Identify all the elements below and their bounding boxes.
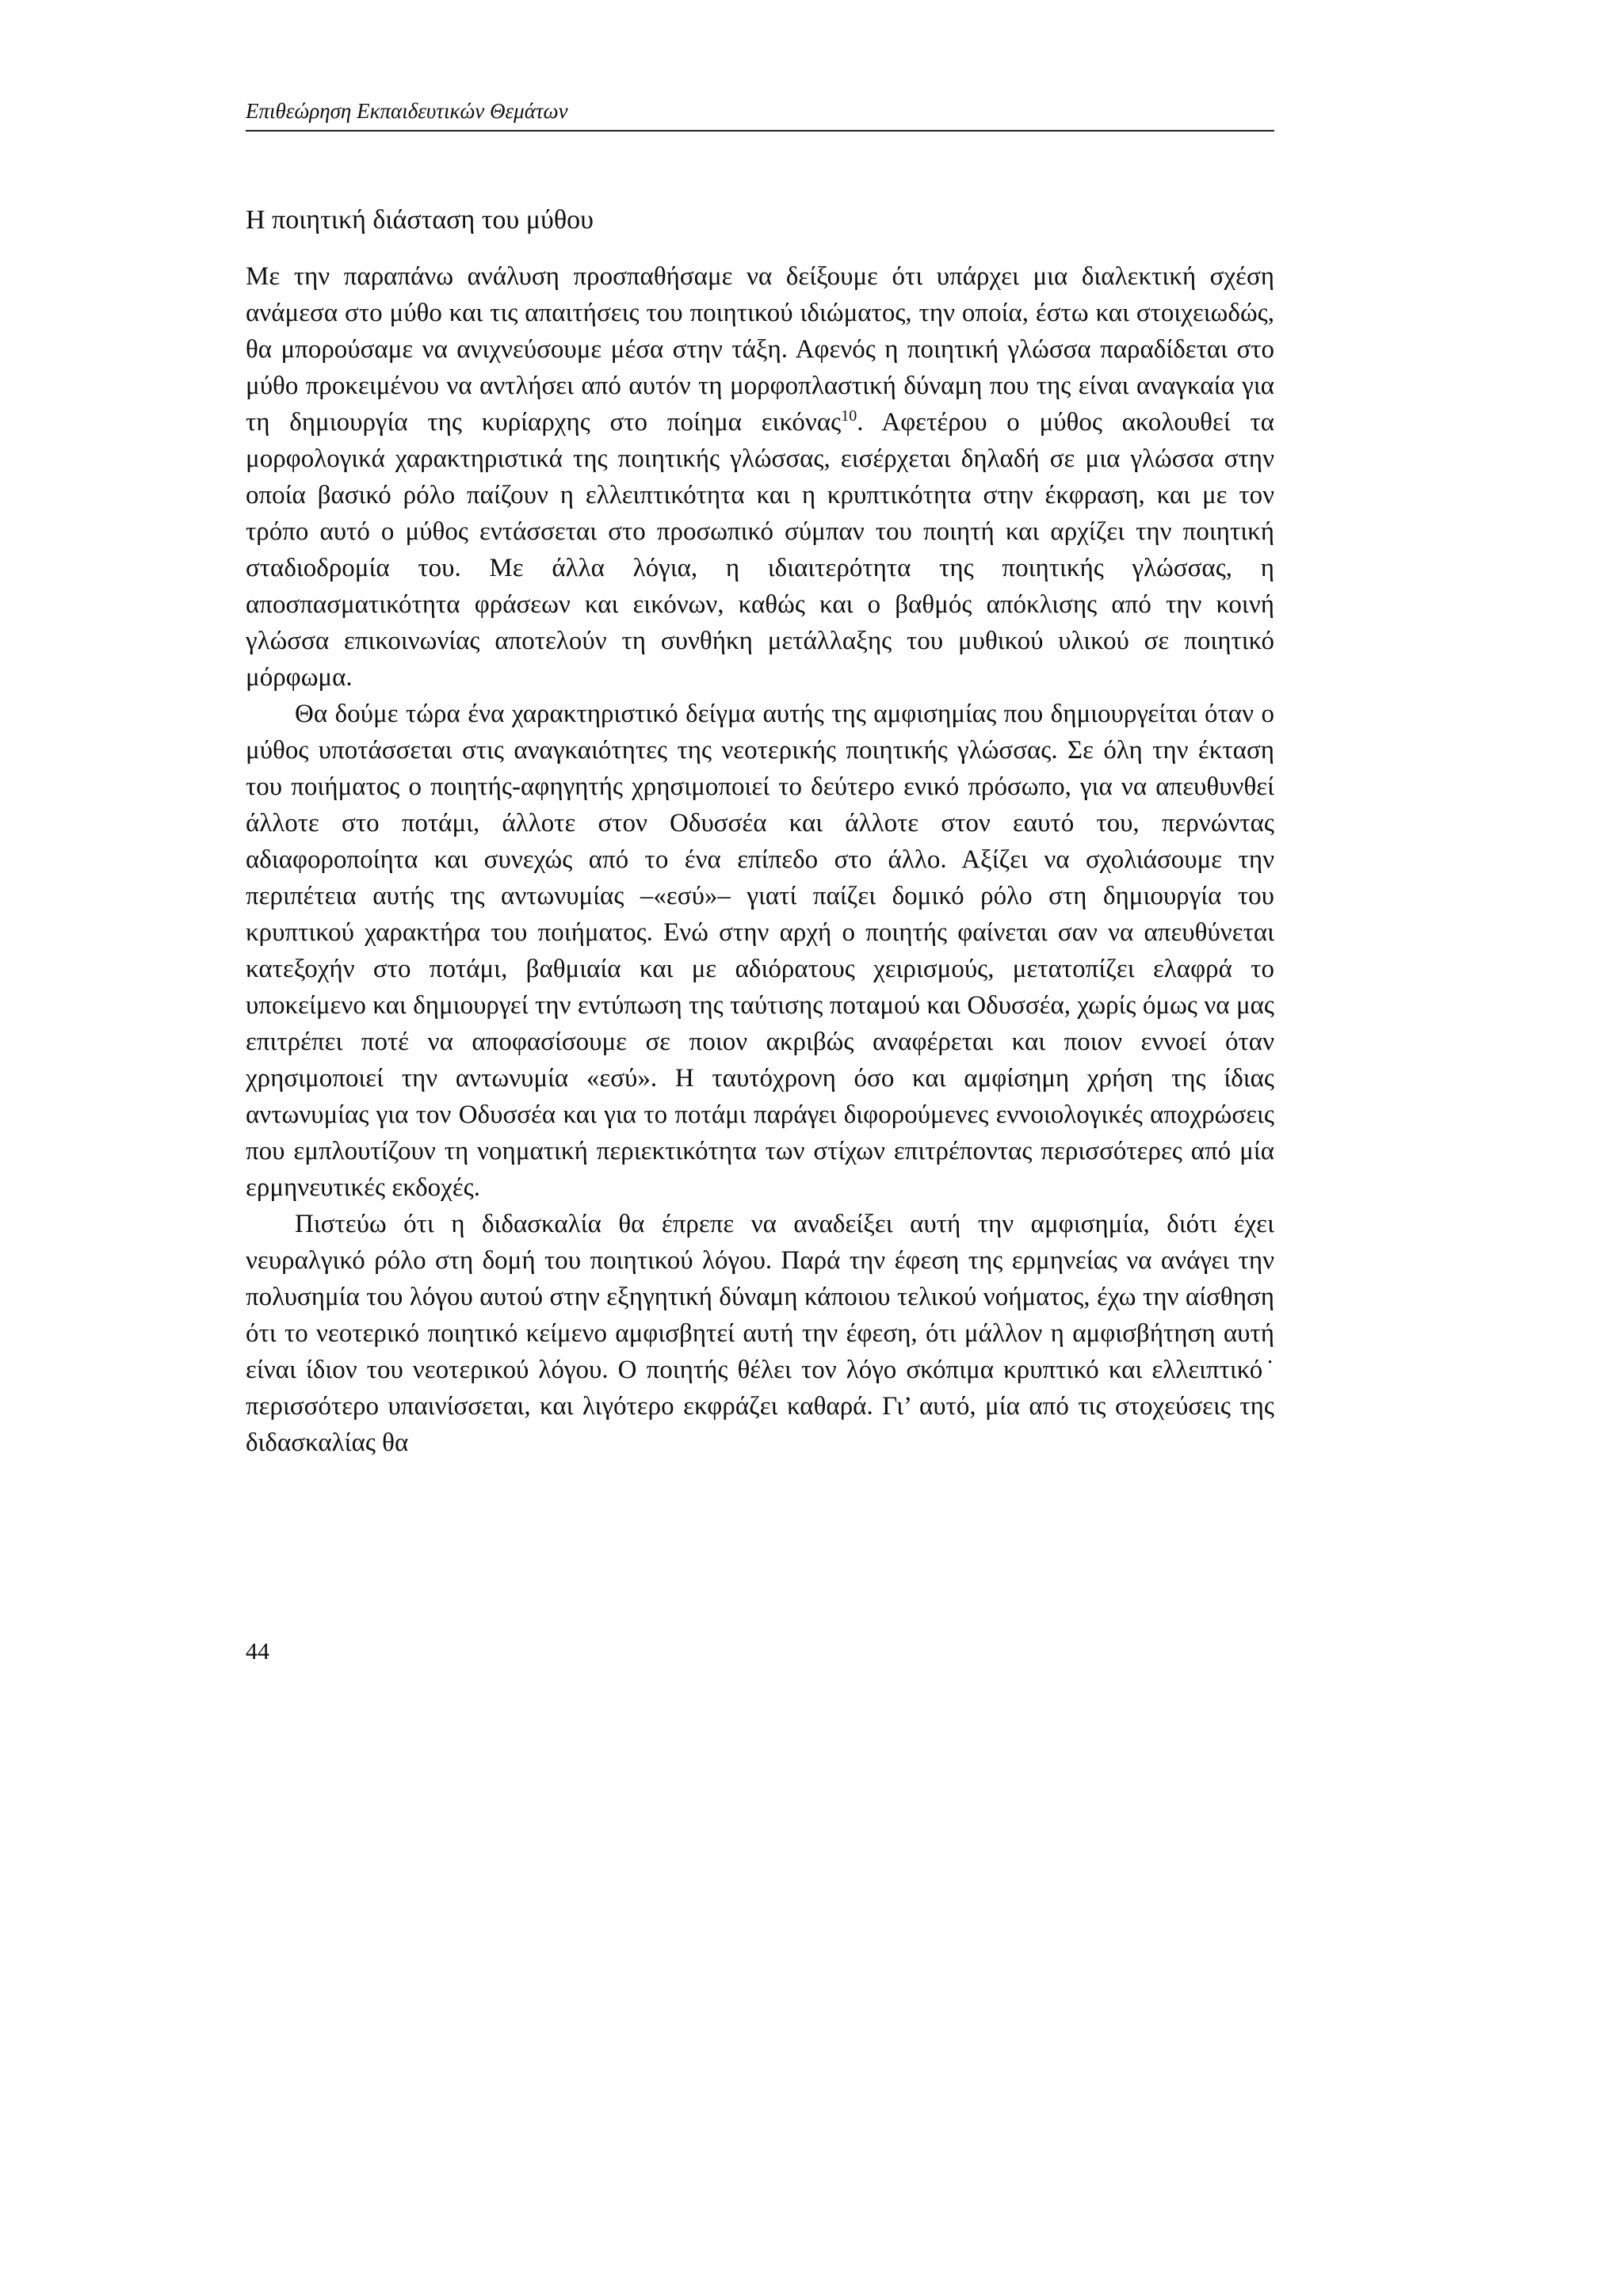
- paragraph-1: [246, 258, 1274, 696]
- section-heading: Η ποιητική διάσταση του μύθου: [246, 205, 594, 235]
- running-header: Επιθεώρηση Εκπαιδευτικών Θεμάτων: [246, 97, 1274, 132]
- page-number: 44: [246, 1638, 269, 1665]
- body-text: [246, 258, 1274, 1461]
- footnote-reference: 10: [841, 407, 857, 425]
- paragraph-3: Πιστεύω ότι η διδασκαλία θα έπρεπε να αναδείξει αυτή την αμφισημία, διότι έχει νευραλγικό ρόλο στη δομή του ποιητικού λόγου. Παρά την έφεση της ερμηνείας να ανάγει την πολυσημία του λόγου αυτού στην εξηγητική δύναμη κάποιου τελικού νοήματος, έχω την αίσθηση ότι το νεοτερικό ποιητικό κείμενο αμφισβητεί αυτή την έφεση, ότι μάλλον η αμφισβήτηση αυτή είναι ίδιον του νεοτερικού λόγου. Ο ποιητής θέλει τον λόγο σκόπιμα κρυπτικό και ελλειπτικό˙ περισσότερο υπαινίσσεται, και λιγότερο εκφράζει καθαρά. Γι’ αυτό, μία από τις στοχεύσεις της διδασκαλίας θα: [246, 1210, 1274, 1457]
- paragraph-2: Θα δούμε τώρα ένα χαρακτηριστικό δείγμα αυτής της αμφισημίας που δημιουργείται όταν ο μύθος υποτάσσεται στις αναγκαιότητες της νεοτερικής ποιητικής γλώσσας. Σε όλη την έκταση του ποιήματος ο ποιητής-αφηγητής χρησιμοποιεί το δεύτερο ενικό πρόσωπο, για να απευθυνθεί άλλοτε στο ποτάμι, άλλοτε στον Οδυσσέα και άλλοτε στον εαυτό του, περνώντας αδιαφοροποίητα και συνεχώς από το ένα επίπεδο στο άλλο. Αξίζει να σχολιάσουμε την περιπέτεια αυτής της αντωνυμίας –«εσύ»– γιατί παίζει δομικό ρόλο στη δημιουργία του κρυπτικού χαρακτήρα του ποιήματος. Ενώ στην αρχή ο ποιητής φαίνεται σαν να απευθύνεται κατεξοχήν στο ποτάμι, βαθμιαία και με αδιόρατους χειρισμούς, μετατοπίζει ελαφρά το υποκείμενο και δημιουργεί την εντύπωση της ταύτισης ποταμού και Οδυσσέα, χωρίς όμως να μας επιτρέπει ποτέ να αποφασίσουμε σε ποιον ακριβώς αναφέρεται και ποιον εννοεί όταν χρησιμοποιεί την αντωνυμία «εσύ». Η ταυτόχρονη όσο και αμφίσημη χρήση της ίδιας αντωνυμίας για τον Οδυσσέα και για το ποτάμι παράγει διφορούμενες εννοιολογικές αποχρώσεις που εμπλουτίζουν τη νοηματική περιεκτικότητα των στίχων επιτρέποντας περισσότερες από μία ερμηνευτικές εκδοχές.: [246, 700, 1274, 1202]
- paragraph-1-text-part-1: Με την παραπάνω ανάλυση προσπαθήσαμε να δείξουμε ότι υπάρχει μια διαλεκτική σχέση ανάμεσα στο μύθο και τις απαιτήσεις του ποιητικού ιδιώματος, την οποία, έστω και στοιχειωδώς, θα μπορούσαμε να ανιχνεύσουμε μέσα στην τάξη. Αφενός η ποιητική γλώσσα παραδίδεται στο μύθο προκειμένου να αντλήσει από αυτόν τη μορφοπλαστική δύναμη που της είναι αναγκαία για τη δημιουργία της κυρίαρχης στο ποίημα εικόνας: [246, 262, 1274, 437]
- paragraph-1-text-part-2: . Αφετέρου ο μύθος ακολουθεί τα μορφολογικά χαρακτηριστικά της ποιητικής γλώσσας, εισέρχεται δηλαδή σε μια γλώσσα στην οποία βασικό ρόλο παίζουν η ελλειπτικότητα και η κρυπτικότητα στην έκφραση, και με τον τρόπο αυτό ο μύθος εντάσσεται στο προσωπικό σύμπαν του ποιητή και αρχίζει την ποιητική σταδιοδρομία του. Με άλλα λόγια, η ιδιαιτερότητα της ποιητικής γλώσσας, η αποσπασματικότητα φράσεων και εικόνων, καθώς και ο βαθμός απόκλισης από την κοινή γλώσσα επικοινωνίας αποτελούν τη συνθήκη μετάλλαξης του μυθικού υλικού σε ποιητικό μόρφωμα.: [246, 408, 1274, 692]
